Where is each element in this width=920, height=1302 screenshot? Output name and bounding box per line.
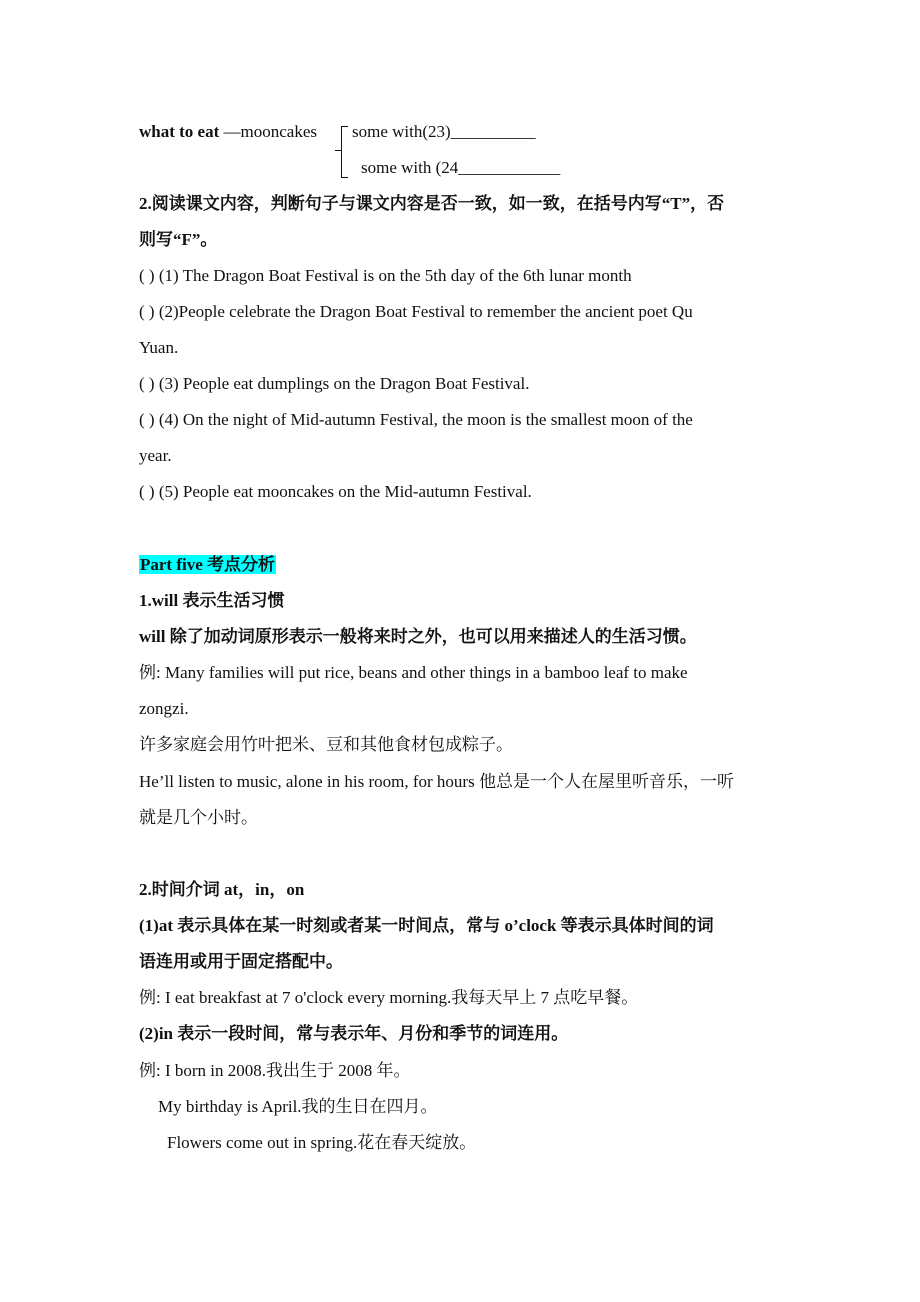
brace-bracket	[341, 126, 350, 178]
mooncakes-text: —mooncakes	[219, 122, 317, 141]
point-1-title: 1.will 表示生活习惯	[139, 591, 285, 610]
what-to-eat-label: what to eat	[139, 122, 220, 141]
part-five-heading	[139, 554, 276, 576]
point-1-example2-line1: He’ll listen to music, alone in his room, for hours 他总是一个人在屋里听音乐，一听	[139, 772, 734, 791]
mooncakes-option-2: some with (24____________	[361, 158, 561, 177]
point-1-example-line2: zongzi.	[139, 699, 189, 718]
point-2-at-example: 例: I eat breakfast at 7 o'clock every morning.我每天早上 7 点吃早餐。	[139, 988, 639, 1007]
mooncakes-option-1: some with(23)__________	[352, 122, 536, 141]
point-2-at-rule-line2: 语连用或用于固定搭配中。	[139, 952, 343, 971]
what-to-eat-line	[139, 121, 317, 143]
tf-item-1: ( ) (1) The Dragon Boat Festival is on the 5th day of the 6th lunar month	[139, 266, 632, 285]
part-five-heading-text: Part five 考点分析	[140, 555, 276, 574]
point-2-title: 2.时间介词 at，in，on	[139, 880, 305, 899]
question-2-title-line2: 则写“F”。	[139, 230, 218, 249]
tf-item-2-cont: Yuan.	[139, 338, 179, 357]
point-1-example-translation: 许多家庭会用竹叶把米、豆和其他食材包成粽子。	[139, 735, 513, 754]
point-2-in-example-1: 例: I born in 2008.我出生于 2008 年。	[139, 1061, 411, 1080]
tf-item-3: ( ) (3) People eat dumplings on the Dragon Boat Festival.	[139, 374, 530, 393]
point-1-rule: will 除了加动词原形表示一般将来时之外，也可以用来描述人的生活习惯。	[139, 627, 697, 646]
tf-item-5: ( ) (5) People eat mooncakes on the Mid-autumn Festival.	[139, 482, 532, 501]
point-1-example-line1: 例: Many families will put rice, beans and other things in a bamboo leaf to make	[139, 663, 688, 682]
point-2-in-example-2: My birthday is April.我的生日在四月。	[158, 1097, 438, 1116]
question-2-title-line1: 2.阅读课文内容，判断句子与课文内容是否一致，如一致，在括号内写“T”，否	[139, 194, 725, 213]
point-2-at-rule-line1: (1)at 表示具体在某一时刻或者某一时间点，常与 o’clock 等表示具体时间的词	[139, 916, 714, 935]
point-2-in-rule: (2)in 表示一段时间，常与表示年、月份和季节的词连用。	[139, 1024, 569, 1043]
tf-item-4-cont: year.	[139, 446, 172, 465]
tf-item-2: ( ) (2)People celebrate the Dragon Boat Festival to remember the ancient poet Qu	[139, 302, 693, 321]
point-2-in-example-3: Flowers come out in spring.花在春天绽放。	[167, 1133, 477, 1152]
point-1-example2-line2: 就是几个小时。	[139, 808, 258, 827]
tf-item-4: ( ) (4) On the night of Mid-autumn Festival, the moon is the smallest moon of the	[139, 410, 693, 429]
